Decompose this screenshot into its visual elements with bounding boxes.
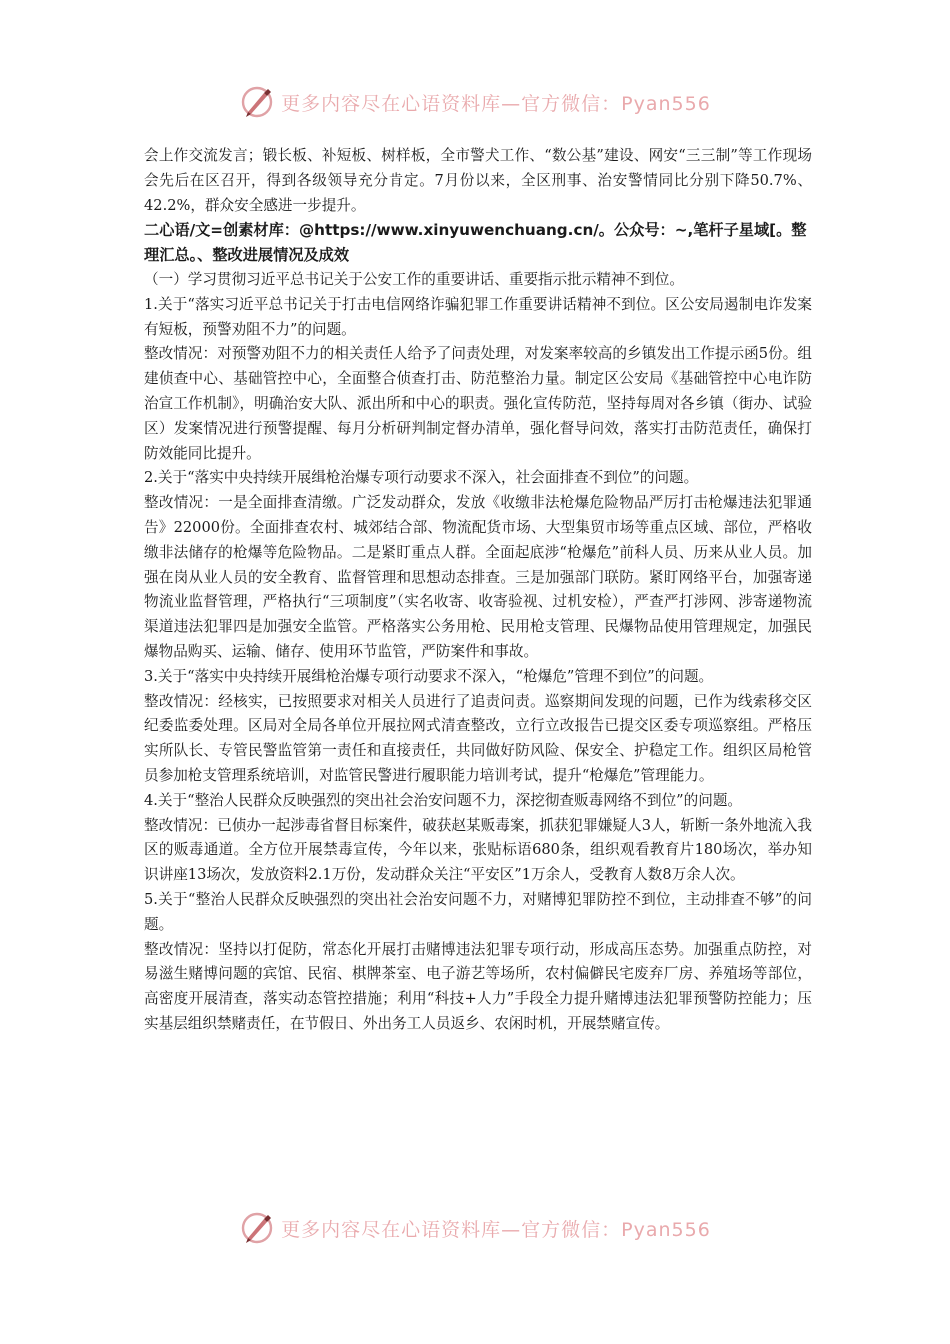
paragraph: 整改情况：已侦办一起涉毒省督目标案件，破获赵某贩毒案，抓获犯罪嫌疑人3人，斩断一条外地流入我区的贩毒通道。全方位开展禁毒宣传，今年以来，张贴标语680条，组织观看教育片180场次，举办知识讲座13场次，发放资料2.1万份，发动群众关注“平安区”1万余人，受教育人数8万余人次。: [144, 816, 812, 884]
issue-heading: 2.关于“落实中央持续开展缉枪治爆专项行动要求不深入，社会面排查不到位”的问题。: [144, 469, 699, 487]
paragraph: 整改情况：一是全面排查清缴。广泛发动群众，发放《收缴非法枪爆危险物品严厉打击枪爆违法犯罪通告》22000份。全面排查农村、城郊结合部、物流配货市场、大型集贸市场等重点区域、部位，严格收缴非法储存的枪爆等危险物品。二是紧盯重点人群。全面起底涉“枪爆危”前科人员、历来从业人员。加强在岗从业人员的安全教育、监督管理和思想动态排查。三是加强部门联防。紧盯网络平台，加强寄递物流业监督管理，严格执行“三项制度”（实名收寄、收寄验视、过机安检），严查严打涉网、涉寄递物流渠道违法犯罪四是加强安全监管。严格落实公务用枪、民用枪支管理、民爆物品使用管理规定，加强民爆物品购买、运输、储存、使用环节监管，严防案件和事故。: [144, 494, 812, 660]
section-heading: （一）学习贯彻习近平总书记关于公安工作的重要讲话、重要指示批示精神不到位。: [144, 270, 684, 288]
header-banner: [0, 82, 950, 122]
banner-text: 更多内容尽在心语资料库—官方微信：Pyan556: [281, 1218, 711, 1241]
pen-logo-icon: [239, 84, 275, 120]
document-body: [144, 144, 812, 1037]
paragraph: 整改情况：经核实，已按照要求对相关人员进行了追责问责。巡察期间发现的问题，已作为线索移交区纪委监委处理。区局对全局各单位开展拉网式清查整改，立行立改报告已提交区委专项巡察组。严格压实所队长、专管民警监管第一责任和直接责任，共同做好防风险、保安全、护稳定工作。组织区局枪管员参加枪支管理系统培训，对监管民警进行履职能力培训考试，提升“枪爆危”管理能力。: [144, 692, 812, 784]
footer-banner: [0, 1208, 950, 1248]
paragraph: 整改情况：对预警劝阻不力的相关责任人给予了问责处理，对发案率较高的乡镇发出工作提示函5份。组建侦查中心、基础管控中心，全面整合侦查打击、防范整治力量。制定区公安局《基础管控中心电诈防治宣工作机制》，明确治安大队、派出所和中心的职责。强化宣传防范，坚持每周对各乡镇（街办、试验区）发案情况进行预警提醒、每月分析研判制定督办清单，强化督导问效，落实打击防范责任，确保打防效能同比提升。: [144, 345, 812, 462]
issue-heading: 1.关于“落实习近平总书记关于打击电信网络诈骗犯罪工作重要讲话精神不到位。区公安局遏制电诈发案有短板，预警劝阻不力”的问题。: [144, 295, 812, 338]
paragraph: 整改情况：坚持以打促防，常态化开展打击赌博违法犯罪专项行动，形成高压态势。加强重点防控，对易滋生赌博问题的宾馆、民宿、棋牌茶室、电子游艺等场所，农村偏僻民宅废弃厂房、养殖场等部位，高密度开展清查，落实动态管控措施；利用“科技+人力”手段全力提升赌博违法犯罪预警防控能力；压实基层组织禁赌责任，在节假日、外出务工人员返乡、农闲时机，开展禁赌宣传。: [144, 940, 812, 1032]
issue-heading: 5.关于“整治人民群众反映强烈的突出社会治安问题不力，对赌博犯罪防控不到位，主动排查不够”的问题。: [144, 890, 812, 933]
paragraph: 会上作交流发言；锻长板、补短板、树样板，全市警犬工作、“数公基”建设、网安“三三制”等工作现场会先后在区召开，得到各级领导充分肯定。7月份以来，全区刑事、治安警情同比分别下降50.7%、42.2%，群众安全感进一步提升。: [144, 147, 812, 214]
issue-heading: 4.关于“整治人民群众反映强烈的突出社会治安问题不力，深挖彻查贩毒网络不到位”的问题。: [144, 791, 743, 809]
banner-text: 更多内容尽在心语资料库—官方微信：Pyan556: [281, 92, 711, 115]
source-line: 二心语/文=创素材库：@https://www.xinyuwenchuang.cn/。公众号：~,笔杆子星域[。整理汇总。、整改进展情况及成效: [144, 221, 807, 265]
issue-heading: 3.关于“落实中央持续开展缉枪治爆专项行动要求不深入，“枪爆危”管理不到位”的问题。: [144, 667, 714, 685]
pen-logo-icon: [239, 1210, 275, 1246]
